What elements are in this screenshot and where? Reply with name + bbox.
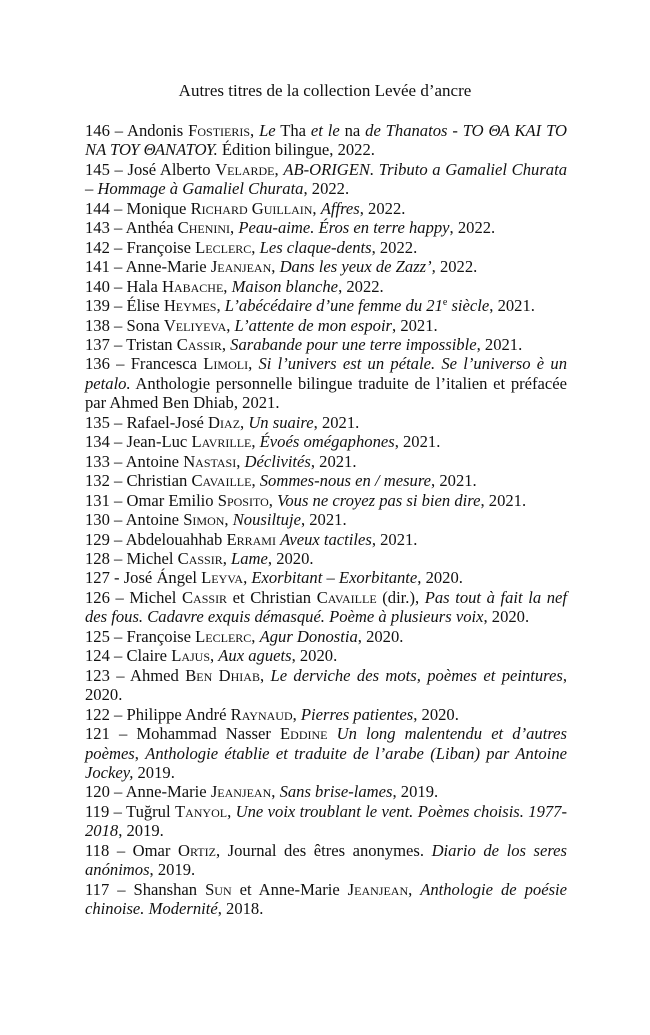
author-name: Richard Guillain [190,198,313,218]
list-item [85,782,567,801]
entry-text: 121 – Mohammad Nasser [85,724,281,744]
entry-text: 146 – Andonis [85,121,189,140]
entry-text: 138 – Sona [85,315,164,335]
entry-text: e [442,297,448,309]
entry-text: (dir.), [376,587,425,607]
entry-text: , 2021. [489,296,535,316]
entry-text: 128 – Michel [85,548,178,568]
author-name: Errami [226,529,276,549]
author-name: Veliyeva [163,315,227,335]
author-name: Tanyol [174,801,228,821]
list-item [85,646,567,665]
title-text: Affres [320,198,360,218]
author-name: Eddine [280,724,328,744]
title-text: Le derviche des mots, poèmes et peintures [270,665,563,685]
entry-text: , [408,879,421,899]
author-name: Leyva [201,568,244,588]
title-text: Peau-aime. Éros en terre happy [238,218,450,238]
list-item [85,549,567,568]
author-name: Ben Dhiab [185,665,260,685]
entry-text: , 2021. [392,315,438,335]
author-name: Limoli [203,354,249,374]
title-text: Maison blanche [231,276,339,296]
entry-text: , [248,354,259,374]
entry-text: 145 – José Alberto [85,159,216,179]
author-name: Habache [161,276,224,296]
title-text: Sarabande pour une terre impossible [230,334,477,354]
entry-text: Tha [275,121,311,140]
entry-text: , [243,568,252,588]
entry-text: Édition bilingue, 2022. [217,140,375,160]
list-item [85,568,567,587]
author-name: Leclerc [195,626,252,646]
entry-text: et Anne-Marie [231,879,348,899]
list-item [85,588,567,627]
entry-text: , 2021. [476,334,523,354]
title-text: siècle [447,296,490,316]
author-name: Chenini [177,218,231,238]
title-text: de Thanatos - ΤΟ ΘΑ ΚΑΙ ΤΟ ΝΑ ΤΟΥ ΘΑΝΑΤΟΥ. [85,121,567,160]
title-text: Vous ne croyez pas si bien dire [277,490,481,510]
list-item [85,510,567,529]
entry-text: 143 – Anthéa [85,218,178,238]
entry-text: , 2018. [217,899,264,919]
entry-text: , 2021. [394,432,441,452]
list-item [85,296,567,315]
entry-text: , Journal des êtres anonymes. [215,840,432,860]
list-item [85,491,567,510]
author-name: Lajus [171,646,210,666]
entry-text: 127 - José Ángel [85,568,202,588]
list-item [85,160,567,199]
entry-text: , [251,626,260,646]
entry-text: , [226,315,235,335]
entry-text: , 2021. [313,412,360,432]
entry-text: , [230,218,239,238]
entry-text: 120 – Anne-Marie [85,782,211,802]
entry-text: , [292,704,301,724]
entry-text: , 2021. [431,471,477,491]
title-text: Évoés omégaphones [259,432,395,452]
entry-text: , 2020. [357,626,404,646]
entry-text: 142 – Françoise [85,237,196,257]
title-text: Les claque-dents [259,237,372,257]
entry-text: 122 – Philippe André [85,704,231,724]
entry-text: 131 – Omar Emilio [85,490,218,510]
list-item [85,880,567,919]
list-item [85,257,567,276]
author-name: Cavaille [316,587,377,607]
author-name: Jeanjean [347,879,409,899]
author-name: Jeanjean [210,257,272,277]
entry-text: , 2020. [417,568,463,588]
author-name: Sun [205,879,232,899]
entry-text: 2019. [133,762,175,782]
entry-text: , [274,159,284,179]
entry-text: , [271,257,280,277]
entry-text: 123 – Ahmed [85,665,186,685]
entry-text: 144 – Monique [85,198,191,218]
entry-text: na [339,121,366,140]
entry-text: , [271,782,280,802]
entry-text: , 2021. [480,490,527,510]
title-text: Aveux tactiles [280,529,372,549]
author-name: Raynaud [230,704,293,724]
entry-text: , 2021. [371,529,418,549]
entry-text: et Christian [227,587,317,607]
list-item [85,666,567,705]
title-text: Lame [231,548,268,568]
title-text: Exorbitant – Exorbitante [251,568,418,588]
list-item [85,530,567,549]
author-name: Cavaille [191,471,252,491]
entry-text: , 2022. [449,218,496,238]
entry-text: , 2020. [413,704,459,724]
list-item [85,354,567,412]
entry-text: 137 – Tristan [85,334,177,354]
entry-text: , [221,334,231,354]
title-text: Pas tout à fait la nef des fous. Cadavre exquis démasqué. Poème à plusieurs voix [85,587,567,627]
entry-text: 119 – Tuğrul [85,801,175,821]
list-item [85,432,567,451]
title-text: Agur Donostia [259,626,358,646]
list-item [85,413,567,432]
list-item [85,218,567,237]
entry-text: , 2020. [267,548,314,568]
entry-text: 134 – Jean-Luc [85,432,192,452]
entry-text: , [227,801,236,821]
title-text: L’attente de mon espoir [234,315,393,335]
page-heading: Autres titres de la collection Levée d’ancre [178,81,472,100]
entry-text: 140 – Hala [85,276,162,296]
entry-text: Anthologie personnelle bilingue traduite de l’italien et préfacée par Ahmed Ben Dhiab, 2021. [85,373,567,413]
entry-text: 141 – Anne-Marie [85,257,211,277]
entry-text: , 2022. [303,179,350,199]
entry-text: , [259,665,271,685]
entry-text: , 2022. [338,276,384,296]
entry-text: 135 – Rafael-José [85,412,209,432]
entry-text: , [222,548,232,568]
entry-text: 139 – Élise [85,296,164,316]
entry-text: 124 – Claire [85,646,172,666]
entry-text: , 2021. [310,451,357,471]
list-item [85,724,567,782]
author-name: Heymes [163,296,217,316]
list-item [85,802,567,841]
title-text: Anthologie de poésie chinoise. Modernité [85,879,568,919]
title-text: L’abécédaire d’une femme du 21 [224,296,443,316]
title-text: Sommes-nous en / mesure [259,471,432,491]
entry-text: 2022. [435,257,478,277]
entry-text: 125 – Françoise [85,626,196,646]
entry-text [328,724,337,743]
author-name: Sposito [217,490,269,510]
entry-text: , [210,646,219,666]
title-text: Si l’univers est un pétale. Se l’universo è un petalo. [85,354,568,393]
entry-text: 129 – Abdelouahhab [85,529,227,549]
author-name: Fostieris [188,121,251,140]
author-name: Diaz [208,412,241,432]
entry-text: 117 – Shanshan [85,879,206,899]
entry-text: , [134,743,146,763]
list-item [85,277,567,296]
list-item [85,627,567,646]
entry-text: 136 – Francesca [85,354,204,374]
entry-text: , [251,432,260,452]
entry-text: , [240,412,249,432]
title-text: et le [310,121,340,140]
title-text: Déclivités [244,451,311,471]
list-item [85,121,567,160]
author-name: Velarde [215,159,275,179]
entry-text: , 2022. [359,198,406,218]
author-name: Ortiz [178,840,216,860]
title-text: Pierres patientes [300,704,414,724]
author-name: Leclerc [195,237,252,257]
entry-text: 133 – Antoine [85,451,184,471]
title-text: Dans les yeux de Zazz’, [279,257,436,277]
entry-text: , [216,296,225,316]
title-text: Nousiltuje [232,510,301,530]
list-item [85,841,567,880]
entry-text: , 2021. [300,510,347,530]
list-item [85,452,567,471]
author-name: Jeanjean [210,782,272,802]
entry-text: , [250,121,260,140]
author-name: Cassir [177,548,223,568]
title-text: Aux aguets [218,646,292,666]
list-item [85,316,567,335]
list-item [85,238,567,257]
titles-list [85,121,567,919]
author-name: Simon [183,510,225,530]
entry-text: , [224,510,233,530]
entry-text: , [236,451,245,471]
entry-text: , 2019. [392,782,439,802]
entry-text: , [312,198,321,218]
author-name: Nastasi [183,451,237,471]
title-text: Une voix troublant le vent. Poèmes choisis. 1977-2018 [85,801,568,841]
title-text: Diario de los seres anónimos [85,840,567,880]
entry-text: 118 – Omar [85,840,179,860]
entry-text: , 2020. [291,646,338,666]
title-text: Anthologie établie et traduite de l’arabe (Liban) par Antoine Jockey, [85,743,568,782]
entry-text: , 2019. [149,860,196,880]
entry-text: 130 – Antoine [85,510,184,530]
entry-text: , 2020. [85,665,567,705]
title-text: Un long malentendu et d’autres poèmes [85,724,567,763]
entry-text: , 2022. [371,237,418,257]
entry-text: , [251,237,260,257]
list-item [85,471,567,490]
title-text: Sans brise-lames [279,782,393,802]
entry-text: 126 – Michel [85,587,182,607]
title-text: AB-ORIGEN. Tributo a Gamaliel Churata – Hommage à Gamaliel Churata [85,159,567,199]
entry-text: , [223,276,232,296]
entry-text: , 2020. [483,607,530,627]
author-name: Cassir [176,334,222,354]
list-item [85,199,567,218]
author-name: Cassir [181,587,228,607]
author-name: Lavrille [191,432,252,452]
list-item [85,705,567,724]
entry-text: , [268,490,278,510]
title-text: Le [259,121,276,140]
entry-text: , [251,471,260,491]
entry-text: 132 – Christian [85,471,192,491]
entry-text: , 2019. [118,821,164,841]
title-text: Un suaire [248,412,314,432]
list-item [85,335,567,354]
